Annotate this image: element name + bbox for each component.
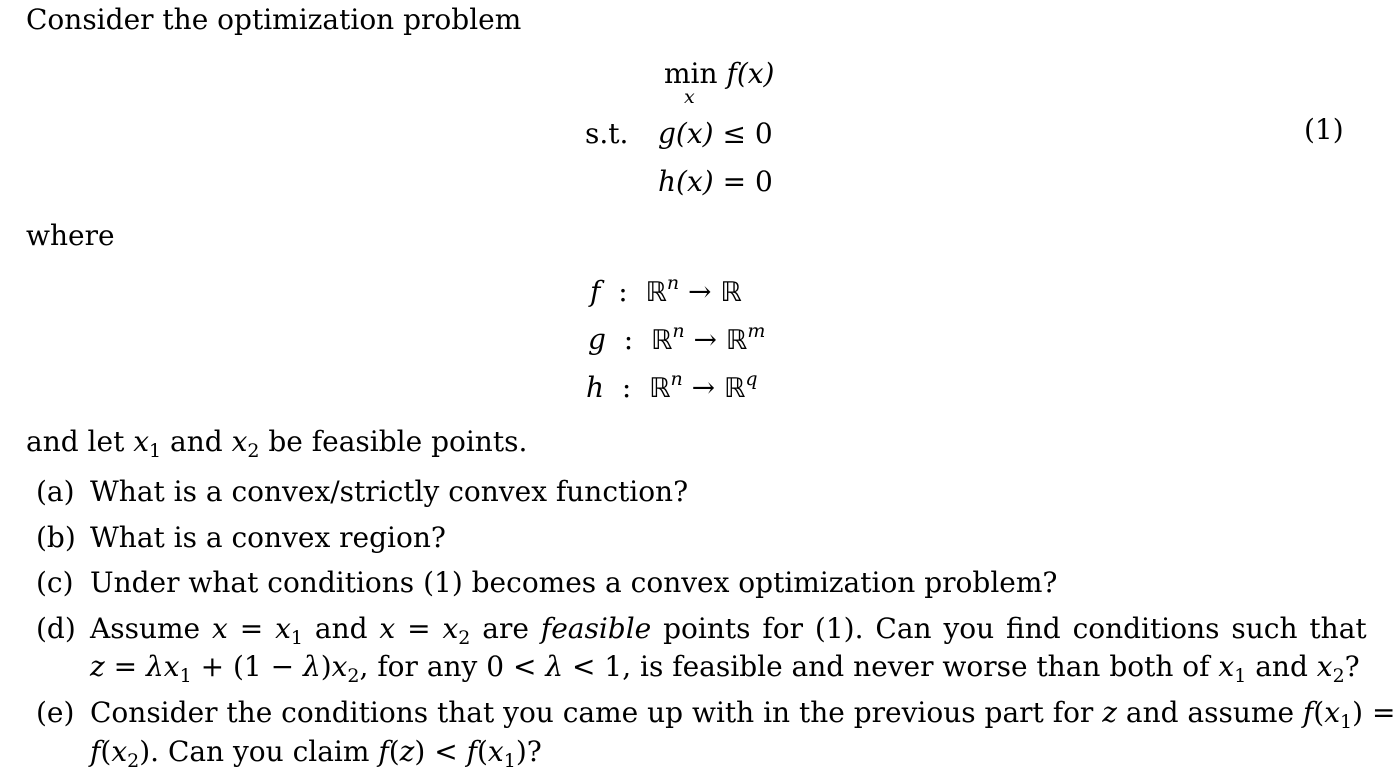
text-span: = xyxy=(395,612,443,645)
question-text: What is a convex/strictly convex function? xyxy=(90,475,689,508)
arrow: → xyxy=(693,323,718,356)
min-subscript: x xyxy=(684,86,695,108)
text-span: (1 − xyxy=(232,650,303,683)
text-span: and assume xyxy=(1116,696,1303,729)
question-e-line2: $f(x_2)$. Can you claim $f(z) < f(x_1)$? xyxy=(90,735,542,772)
subscript: 2 xyxy=(458,627,471,649)
eq-symbol: = xyxy=(722,165,747,198)
constraint-h: h(x) xyxy=(658,165,714,198)
var-x: x xyxy=(1316,650,1333,683)
fn-f: f xyxy=(590,275,601,308)
var-z: z xyxy=(1102,696,1117,729)
subscript: 2 xyxy=(1332,665,1345,687)
question-label: (c) xyxy=(36,566,74,599)
where-text: where xyxy=(26,219,115,252)
var-x: x xyxy=(487,735,504,768)
reals-symbol: ℝ xyxy=(724,373,746,404)
question-label: (e) xyxy=(36,696,75,729)
text-span: ? xyxy=(526,735,542,768)
var-lambda: λ xyxy=(146,650,164,683)
colon: : xyxy=(621,371,632,404)
fn-g: g xyxy=(588,323,606,356)
objective-line xyxy=(664,57,775,90)
constraint-g-rhs: 0 xyxy=(754,117,773,150)
text-span: be feasible points. xyxy=(259,425,528,458)
question-d-line2: $z = \lambda x_1 + (1 - \lambda)x_2$, for any 0 < λ < 1, is feasible and never worse than both of $x_1$ and $x_2$? xyxy=(90,650,1360,687)
subscript: 1 xyxy=(1234,665,1247,687)
fn-f: f xyxy=(466,735,477,768)
text-span: are xyxy=(470,612,541,645)
constraint-equality xyxy=(658,165,773,198)
domain-line-h xyxy=(586,368,758,404)
arrow: → xyxy=(687,275,712,308)
text-span: points for (1). Can you find conditions such that xyxy=(651,612,1367,645)
intro-text: Consider the optimization problem xyxy=(26,3,522,36)
var-z: z xyxy=(399,735,415,768)
constraint-h-rhs: 0 xyxy=(754,165,773,198)
text-span: Assume xyxy=(90,612,213,645)
equation-number: (1) xyxy=(1304,113,1344,146)
dim-m: m xyxy=(747,320,766,342)
text-span: ) xyxy=(320,650,332,683)
var-x: x xyxy=(163,650,180,683)
min-operator: min xyxy=(664,57,718,90)
text-span: = xyxy=(227,612,276,645)
text-span: 0 xyxy=(486,650,505,683)
st-label: s.t. xyxy=(585,117,629,150)
text-span: , is feasible and never worse than both of xyxy=(622,650,1219,683)
text-span: ? xyxy=(1344,650,1360,683)
var-x: x xyxy=(133,425,150,458)
dim-n: n xyxy=(666,272,680,294)
question-e-line1: (e) Consider the conditions that you came up with in the previous part for z and assume $f(x_1)$ = xyxy=(36,696,1395,733)
objective-function: f(x) xyxy=(726,57,775,90)
subscript: 2 xyxy=(127,750,140,772)
dim-n: n xyxy=(672,320,685,342)
text-span: and xyxy=(302,612,380,645)
domain-line-g xyxy=(588,320,766,356)
text-span: < xyxy=(504,650,546,683)
var-z: z xyxy=(90,650,105,683)
question-label: (d) xyxy=(36,612,76,645)
reals-symbol: ℝ xyxy=(645,277,667,308)
var-lambda: λ xyxy=(302,650,321,683)
reals-symbol: ℝ xyxy=(720,277,742,308)
text-span: . Can you claim xyxy=(150,735,379,768)
question-b xyxy=(36,521,446,554)
fn-f: f xyxy=(1302,696,1314,729)
subscript: 2 xyxy=(247,440,260,462)
reals-symbol: ℝ xyxy=(725,325,748,356)
text-span: , for any xyxy=(359,650,487,683)
arrow: → xyxy=(691,371,716,404)
question-text: What is a convex region? xyxy=(90,521,446,554)
subscript: 1 xyxy=(503,750,516,772)
colon: : xyxy=(623,323,634,356)
subscript: 1 xyxy=(179,665,192,687)
subscript: 1 xyxy=(1340,711,1353,733)
var-x: x xyxy=(231,425,248,458)
text-span: and let xyxy=(26,425,134,458)
domain-line-f xyxy=(590,272,742,308)
question-text: Under what conditions (1) becomes a convex optimization problem? xyxy=(90,566,1058,599)
subscript: 2 xyxy=(347,665,360,687)
dim-n: n xyxy=(670,368,683,390)
var-x: x xyxy=(1218,650,1235,683)
var-x: x xyxy=(111,735,128,768)
question-c xyxy=(36,566,1058,599)
emph-feasible: feasible xyxy=(540,612,652,645)
text-span: and xyxy=(1246,650,1317,683)
feasible-points-line xyxy=(26,425,528,462)
subscript: 1 xyxy=(149,440,162,462)
constraint-inequality xyxy=(658,117,773,150)
constraint-g: g(x) xyxy=(658,117,714,150)
fn-f: f xyxy=(90,735,101,768)
var-lambda: λ xyxy=(545,650,564,683)
var-x: x xyxy=(379,612,396,645)
dim-q: q xyxy=(745,368,758,390)
text-span: < xyxy=(563,650,605,683)
question-label: (b) xyxy=(36,521,76,554)
text-span: = xyxy=(104,650,147,683)
colon: : xyxy=(618,275,628,308)
var-x: x xyxy=(212,612,228,645)
fn-f: f xyxy=(378,735,389,768)
var-x: x xyxy=(1324,696,1341,729)
fn-h: h xyxy=(586,371,605,404)
var-x: x xyxy=(331,650,348,683)
text-span: 1 xyxy=(604,650,623,683)
question-label: (a) xyxy=(36,475,75,508)
var-x: x xyxy=(442,612,459,645)
text-span: and xyxy=(161,425,232,458)
subscript: 1 xyxy=(290,627,303,649)
question-a xyxy=(36,475,689,508)
reals-symbol: ℝ xyxy=(649,373,671,404)
var-x: x xyxy=(275,612,291,645)
text-span: Consider the conditions that you came up with in the previous part for xyxy=(90,696,1103,729)
reals-symbol: ℝ xyxy=(651,325,673,356)
leq-symbol: ≤ xyxy=(722,117,746,150)
question-d-line1 xyxy=(36,612,1367,649)
